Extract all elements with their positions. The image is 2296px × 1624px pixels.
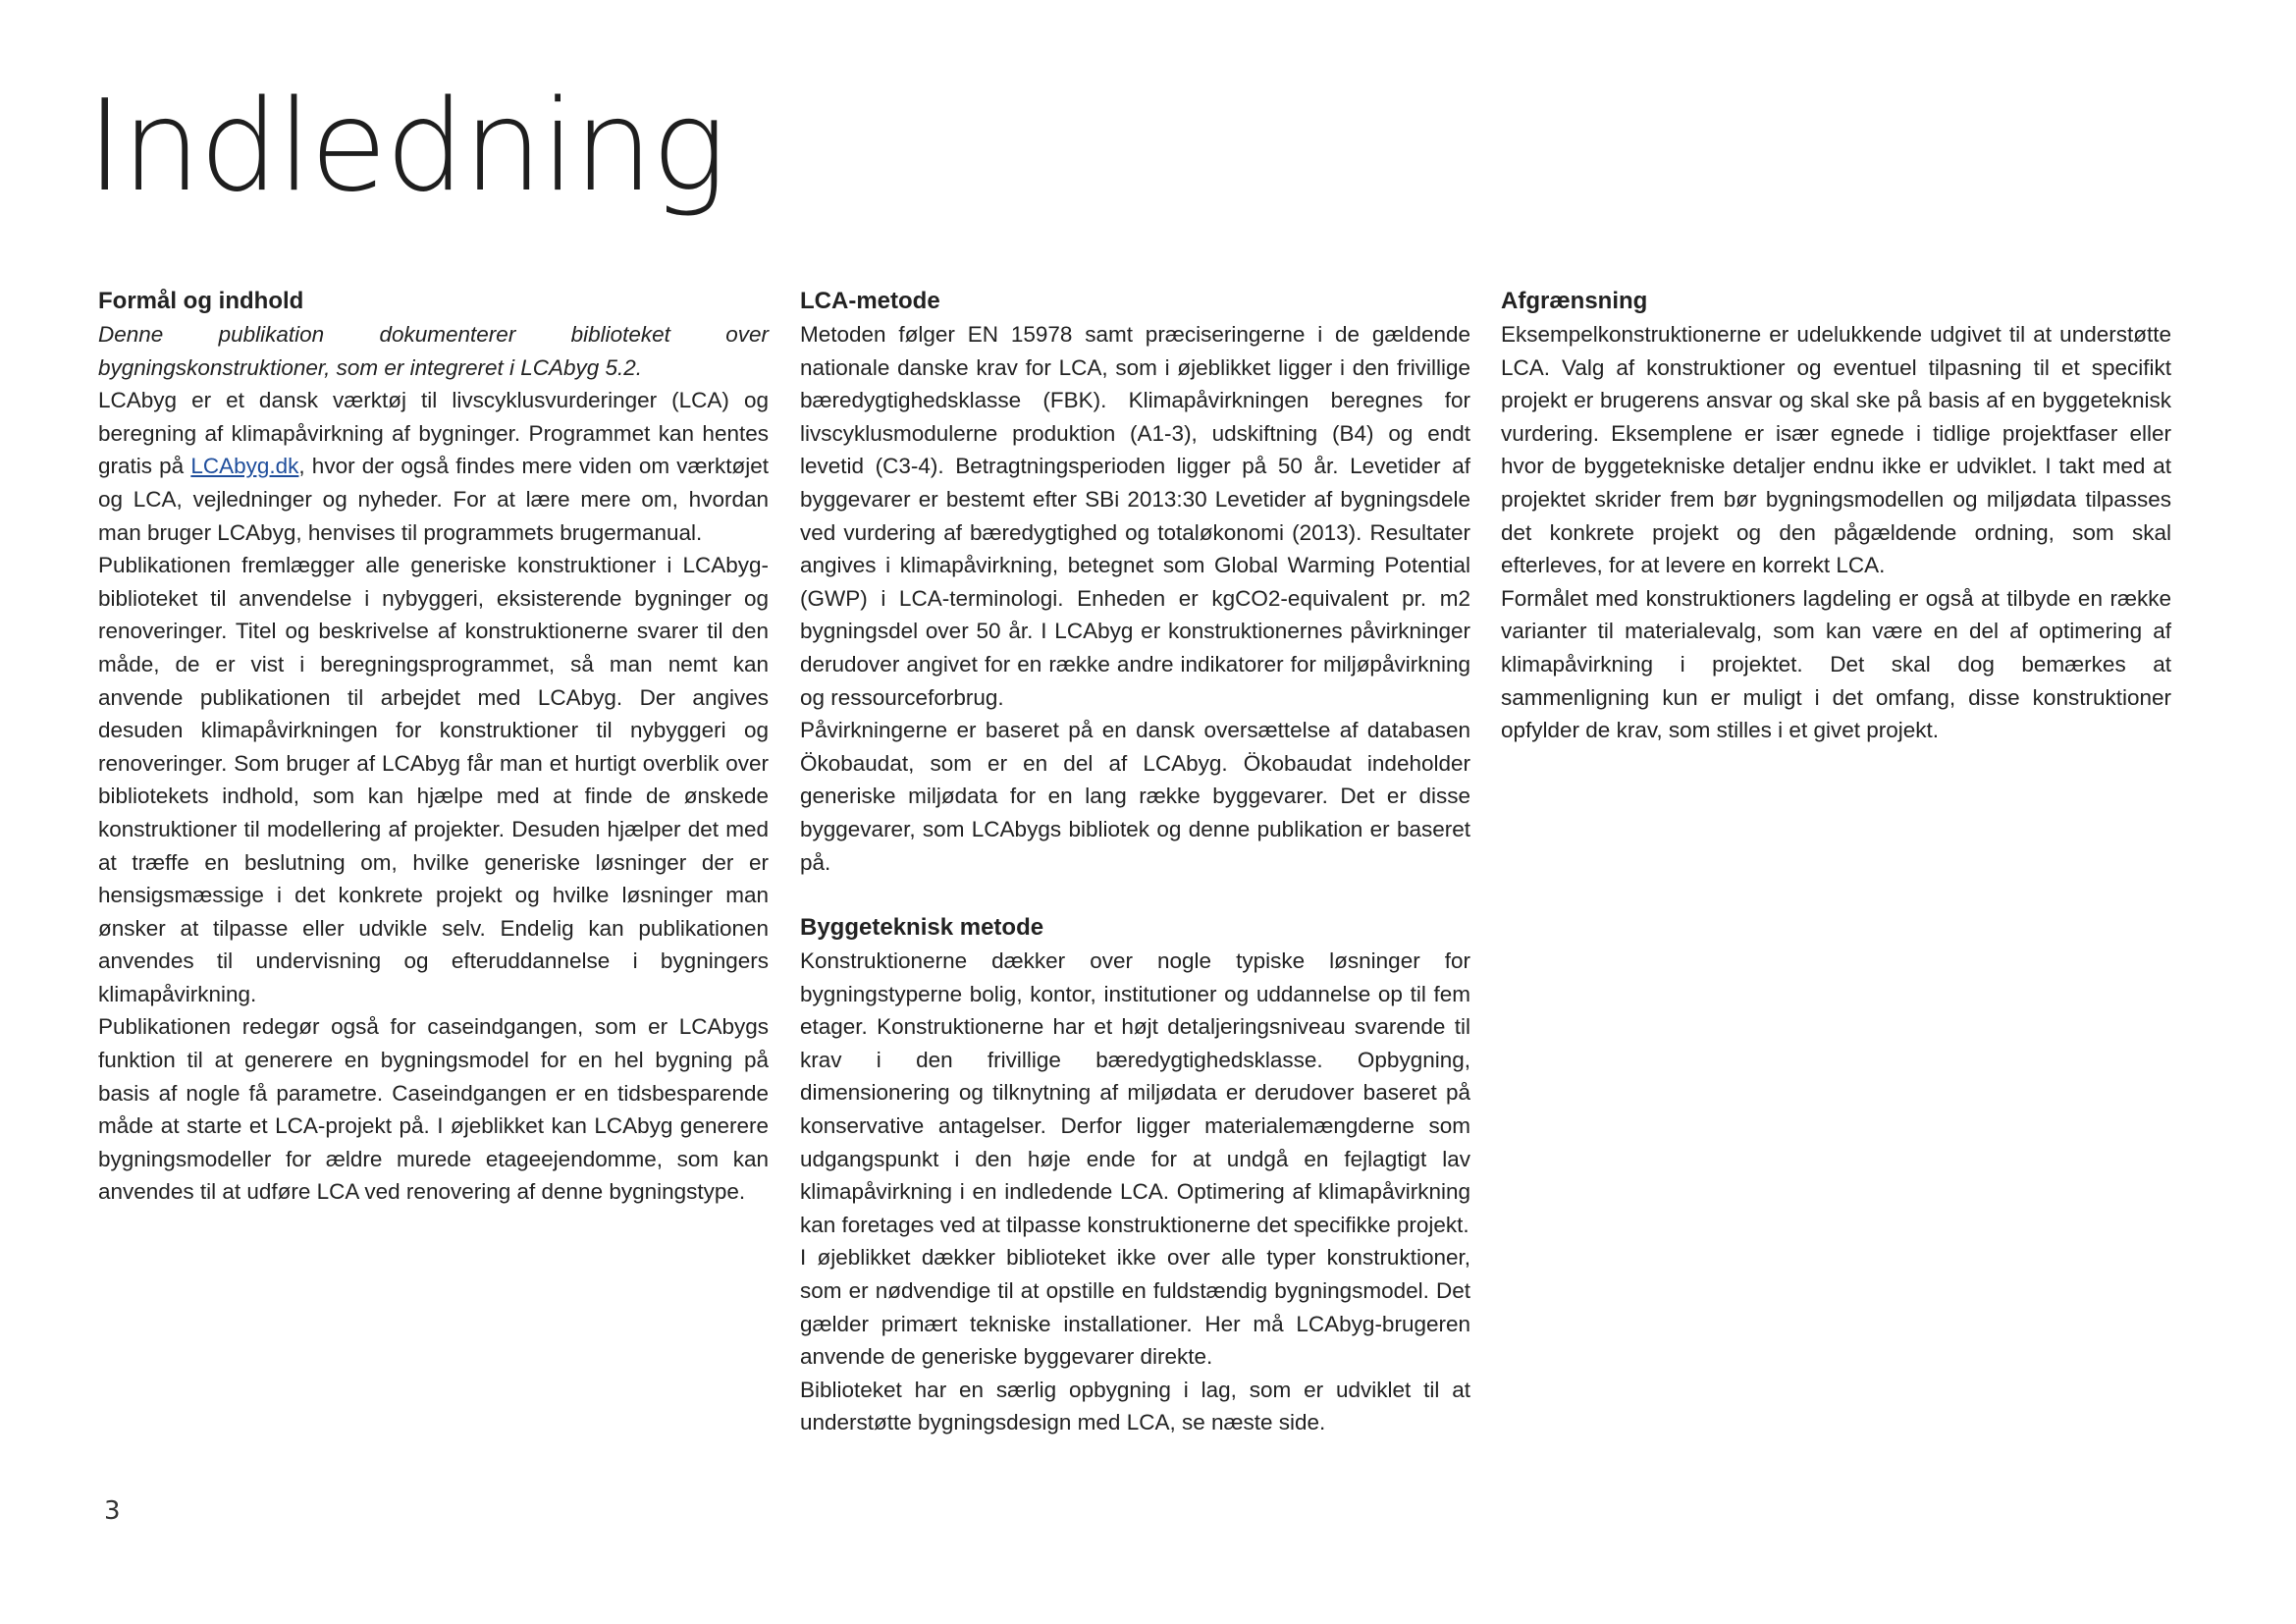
page-title: Indledning bbox=[86, 74, 725, 220]
section-heading-formaal: Formål og indhold bbox=[98, 288, 304, 314]
section-heading-lca-metode: LCA-metode bbox=[800, 288, 940, 314]
paragraph-eksempelkonstruktioner: Eksempelkonstruktionerne er udelukkende udgivet til at understøtte LCA. Valg af konstruktioner og eventuel tilpasning til et specifikt projekt er brugerens ansvar og skal ske på basis af en byggeteknisk vurdering. Eksemplene er især egnede i tidlige projektfaser eller hvor de byggetekniske detaljer endnu ikke er udviklet. I takt med at projektet skrider frem bør bygningsmodellen og miljødata tilpasses det konkrete projekt og den pågældende ordning, som skal efterleves, for at levere en korrekt LCA. bbox=[1501, 322, 2171, 578]
paragraph-lag: Biblioteket har en særlig opbygning i lag, som er udviklet til at understøtte bygningsdesign med LCA, se næste side. bbox=[800, 1377, 1470, 1435]
text-after-link: , hvor der også findes mere viden om værktøjet og LCA, vejledninger og nyheder. For at lære mere om, hvordan man bruger LCAbyg, henvises til programmets brugermanual. bbox=[98, 454, 769, 545]
paragraph-konstruktioner: Konstruktionerne dækker over nogle typiske løsninger for bygningstyperne bolig, kontor, institutioner og uddannelse op til fem etager. Konstruktionerne har et højt detaljeringsniveau svarende til krav i den frivillige bæredygtighedsklasse. Opbygning, dimensionering og tilknytning af miljødata er derudover baseret på konservative antagelser. Derfor ligger materialemængderne som udgangspunkt i den høje ende for at undgå en fejlagtigt lav klimapåvirkning i en indledende LCA. Optimering af klimapåvirkning kan foretages ved at tilpasse konstruktionerne det specifikke projekt. bbox=[800, 948, 1470, 1237]
lead-paragraph: Denne publikation dokumenterer biblioteket over bygningskonstruktioner, som er integreret i LCAbyg 5.2. bbox=[98, 322, 769, 380]
paragraph-publikationen: Publikationen fremlægger alle generiske konstruktioner i LCAbyg-biblioteket til anvendelse i nybyggeri, eksisterende bygninger og renoveringer. Titel og beskrivelse af konstruktionerne svarer til den måde, de er vist i beregningsprogrammet, så man nemt kan anvende publikationen til arbejdet med LCAbyg. Der angives desuden klimapåvirkningen for konstruktioner til nybyggeri og renoveringer. Som bruger af LCAbyg får man et hurtigt overblik over bibliotekets indhold, som kan hjælpe med at finde de ønskede konstruktioner til modellering af projekter. Desuden hjælper det med at træffe en beslutning om, hvilke generiske løsninger der er hensigsmæssige i det konkrete projekt og hvilke løsninger man ønsker at tilpasse eller udvikle selv. Endelig kan publikationen anvendes til undervisning og efteruddannelse i bygningers klimapåvirkning. bbox=[98, 553, 769, 1006]
lcabyg-link[interactable]: LCAbyg.dk bbox=[190, 454, 299, 479]
page-number: 3 bbox=[104, 1496, 121, 1526]
paragraph-lcabyg-intro bbox=[98, 384, 769, 549]
column-metode bbox=[800, 285, 1470, 1439]
column-formaal bbox=[98, 285, 769, 1209]
column-afgraensning bbox=[1501, 285, 2171, 747]
section-heading-byggeteknisk: Byggeteknisk metode bbox=[800, 914, 1044, 942]
paragraph-oekobaudat: Påvirkningerne er baseret på en dansk oversættelse af databasen Ökobaudat, som er en del af LCAbyg. Ökobaudat indeholder generiske miljødata for en lang række byggevarer. Det er disse byggevarer, som LCAbygs bibliotek og denne publikation er baseret på. bbox=[800, 718, 1470, 875]
paragraph-lca-metode: Metoden følger EN 15978 samt præciseringerne i de gældende nationale danske krav for LCA, som i øjeblikket ligger i den frivillige bæredygtighedsklasse (FBK). Klimapåvirkningen beregnes for livscyklusmodulerne produktion (A1-3), udskiftning (B4) og endt levetid (C3-4). Betragtningsperioden ligger på 50 år. Levetider af byggevarer er bestemt efter SBi 2013:30 Levetider af bygningsdele ved vurdering af bæredygtighed og totaløkonomi (2013). Resultater angives i klimapåvirkning, betegnet som Global Warming Potential (GWP) i LCA-terminologi. Enheden er kgCO2-equivalent pr. m2 bygningsdel over 50 år. I LCAbyg er konstruktionernes påvirkninger derudover angivet for en række andre indikatorer for miljøpåvirkning og ressourceforbrug. bbox=[800, 322, 1470, 710]
paragraph-lagdeling: Formålet med konstruktioners lagdeling er også at tilbyde en række varianter til materialevalg, som kan være en del af optimering af klimapåvirkning i projektet. Det skal dog bemærkes at sammenligning kun er muligt i det omfang, disse konstruktioner opfylder de krav, som stilles i et givet projekt. bbox=[1501, 585, 2171, 743]
section-heading-afgraensning: Afgrænsning bbox=[1501, 288, 1648, 314]
paragraph-installationer: I øjeblikket dækker biblioteket ikke over alle typer konstruktioner, som er nødvendige til at opstille en fuldstændig bygningsmodel. Det gælder primært tekniske installationer. Her må LCAbyg-brugeren anvende de generiske byggevarer direkte. bbox=[800, 1245, 1470, 1370]
text-before-link: LCAbyg er et dansk værktøj til livscyklusvurderinger (LCA) og beregning af klimapåvirkning af bygninger. Programmet kan hentes gratis på bbox=[98, 388, 769, 479]
paragraph-caseindgang: Publikationen redegør også for caseindgangen, som er LCAbygs funktion til at generere en bygningsmodel for en hel bygning på basis af nogle få parametre. Caseindgangen er en tidsbesparende måde at starte et LCA-projekt på. I øjeblikket kan LCAbyg generere bygningsmodeller for ældre murede etageejendomme, som kan anvendes til at udføre LCA ved renovering af denne bygningstype. bbox=[98, 1014, 769, 1205]
